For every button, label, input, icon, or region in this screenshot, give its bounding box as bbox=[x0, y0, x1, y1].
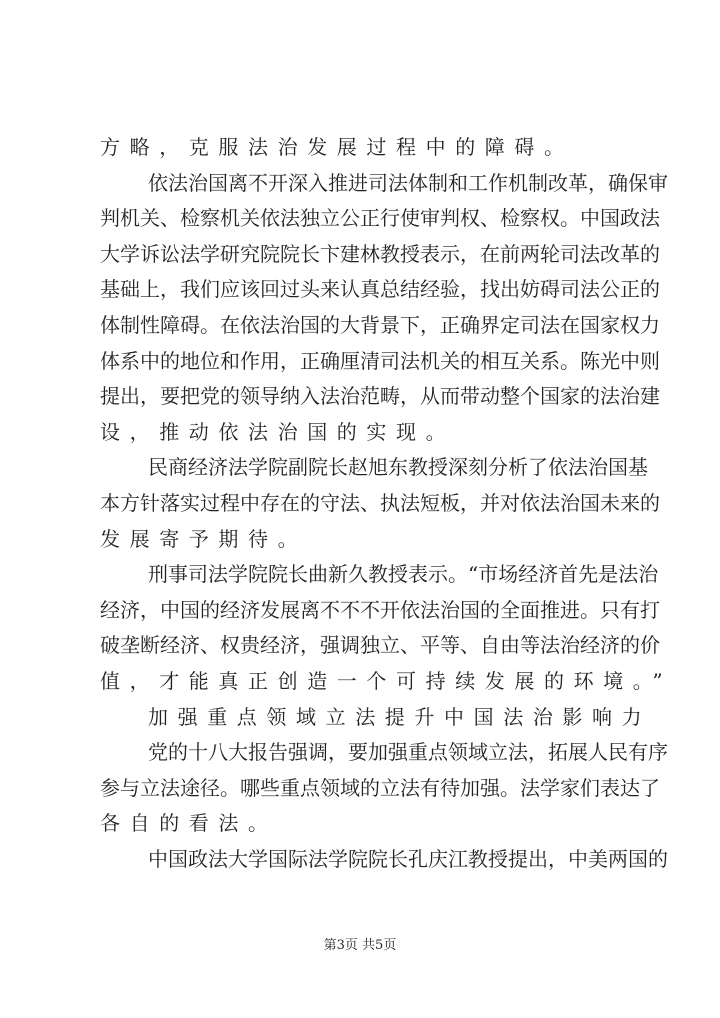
text-line: 本方针落实过程中存在的守法、执法短板，并对依法治国未来的 bbox=[100, 490, 660, 515]
text-line: 经济，中国的经济发展离不不不开依法治国的全面推进。只有打 bbox=[100, 597, 660, 622]
paragraph bbox=[100, 130, 636, 166]
paragraph bbox=[100, 735, 668, 842]
paragraph bbox=[100, 450, 660, 557]
text-line: 提出，要把党的领导纳入法治范畴，从而带动整个国家的法治建 bbox=[100, 384, 660, 409]
document-body bbox=[100, 130, 673, 877]
text-line: 民商经济法学院副院长赵旭东教授深刻分析了依法治国基 bbox=[148, 455, 648, 480]
text-line: 各自的看法。 bbox=[100, 811, 278, 836]
text-line: 破垄断经济、权贵经济，强调独立、平等、自由等法治经济的价 bbox=[100, 633, 660, 658]
text-line: 判机关、检察机关依法独立公正行使审判权、检察权。中国政法 bbox=[100, 206, 660, 231]
text-line: 大学诉讼法学研究院院长卞建林教授表示，在前两轮司法改革的 bbox=[100, 241, 660, 266]
text-line: 体制性障碍。在依法治国的大背景下，正确界定司法在国家权力 bbox=[100, 312, 660, 337]
text-line: 依法治国离不开深入推进司法体制和工作机制改革，确保审 bbox=[148, 170, 668, 195]
text-line: 发展寄予期待。 bbox=[100, 526, 308, 551]
text-line: 设，推动依法治国的实现。 bbox=[100, 419, 456, 444]
paragraph bbox=[100, 842, 668, 878]
text-line: 参与立法途径。哪些重点领域的立法有待加强。法学家们表达了 bbox=[100, 775, 660, 800]
paragraph bbox=[100, 166, 668, 451]
text-line: 体系中的地位和作用，正确厘清司法机关的相互关系。陈光中则 bbox=[100, 348, 660, 373]
section-heading bbox=[100, 700, 652, 736]
text-line: 刑事司法学院院长曲新久教授表示。“市场经济首先是法治 bbox=[148, 562, 659, 587]
text-line: 基础上，我们应该回过头来认真总结经验，找出妨碍司法公正的 bbox=[100, 277, 660, 302]
text-line: 方略，克服法治发展过程中的障碍。 bbox=[100, 135, 574, 159]
paragraph bbox=[100, 557, 673, 699]
text-line: 加强重点领域立法提升中国法治影响力 bbox=[148, 704, 652, 729]
text-line: 党的十八大报告强调，要加强重点领域立法，拓展人民有序 bbox=[148, 740, 668, 765]
page-footer: 第3页 共5页 bbox=[323, 938, 397, 953]
text-line: 值，才能真正创造一个可持续发展的环境。” bbox=[100, 668, 673, 693]
text-line: 中国政法大学国际法学院院长孔庆江教授提出，中美两国的 bbox=[148, 846, 668, 871]
